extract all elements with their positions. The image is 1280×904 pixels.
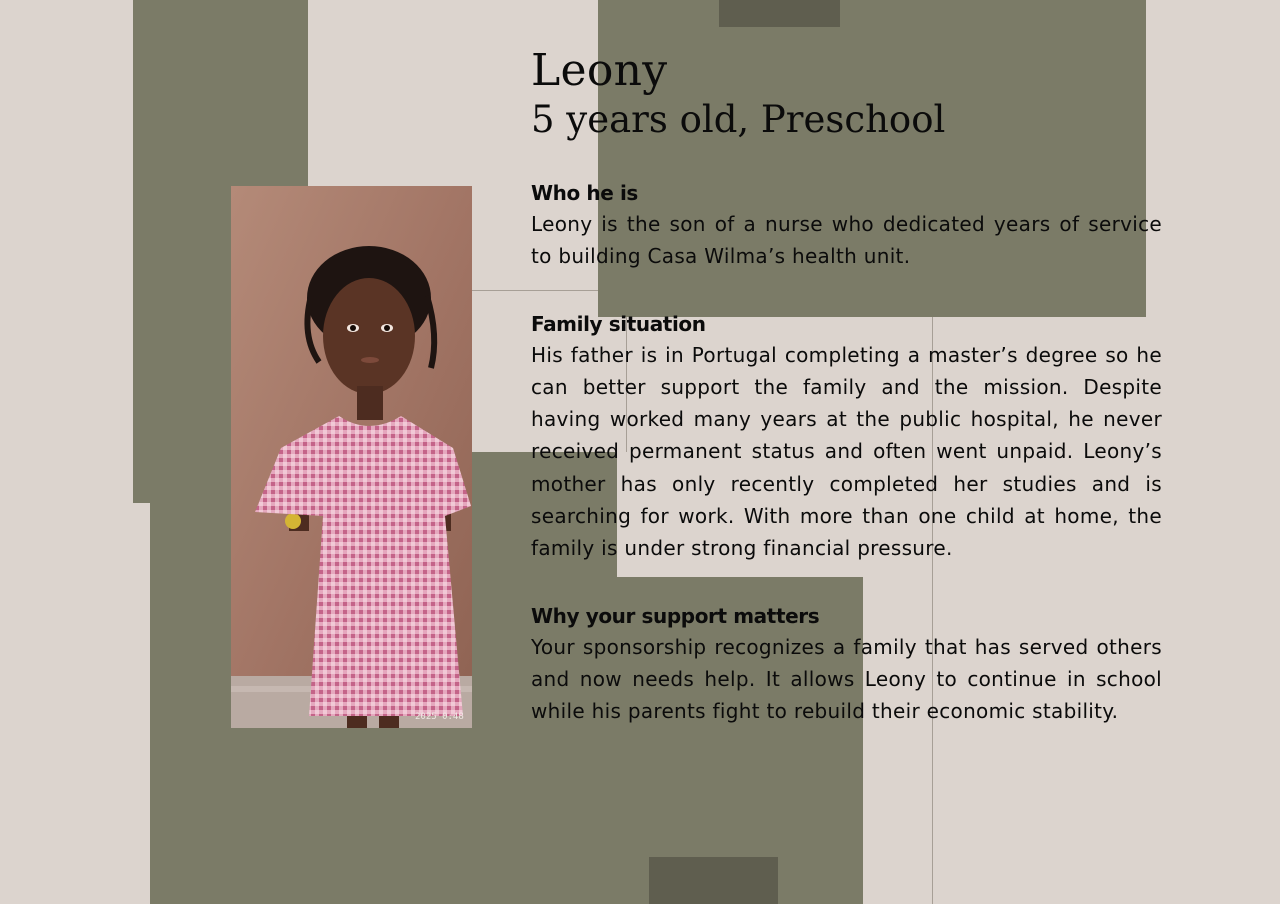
section-body: Your sponsorship recognizes a family that has served others and now needs help. It allows Leony to continue in school while his parents fight to rebuild their economic stability. <box>531 634 1162 724</box>
section-heading: Family situation <box>531 311 706 336</box>
section-heading: Why your support matters <box>531 603 820 628</box>
child-photo <box>231 186 472 728</box>
section-who-he-is <box>531 178 1162 273</box>
bg-accent-bottom <box>649 857 778 904</box>
section-heading: Who he is <box>531 181 638 205</box>
profile-name: Leony <box>531 45 668 96</box>
photo-timestamp: 2025 0:48 <box>415 712 464 722</box>
section-family-situation <box>531 309 1162 565</box>
child-photo-illustration <box>231 186 472 728</box>
section-body: Leony is the son of a nurse who dedicated years of service to building Casa Wilma’s health unit. <box>531 212 1162 269</box>
profile-subtitle: 5 years old, Preschool <box>531 98 946 141</box>
profile-content <box>531 44 1162 728</box>
section-why-support-matters <box>531 601 1162 728</box>
bg-accent-top <box>719 0 840 27</box>
section-body: His father is in Portugal completing a master’s degree so he can better support the family and the mission. Despite having worked many years at the public hospital, he never received permanent status and often went unpaid. Leony’s mother has only recently completed her studies and is searching for work. With more than one child at home, the family is under strong financial pressure. <box>531 342 1162 561</box>
